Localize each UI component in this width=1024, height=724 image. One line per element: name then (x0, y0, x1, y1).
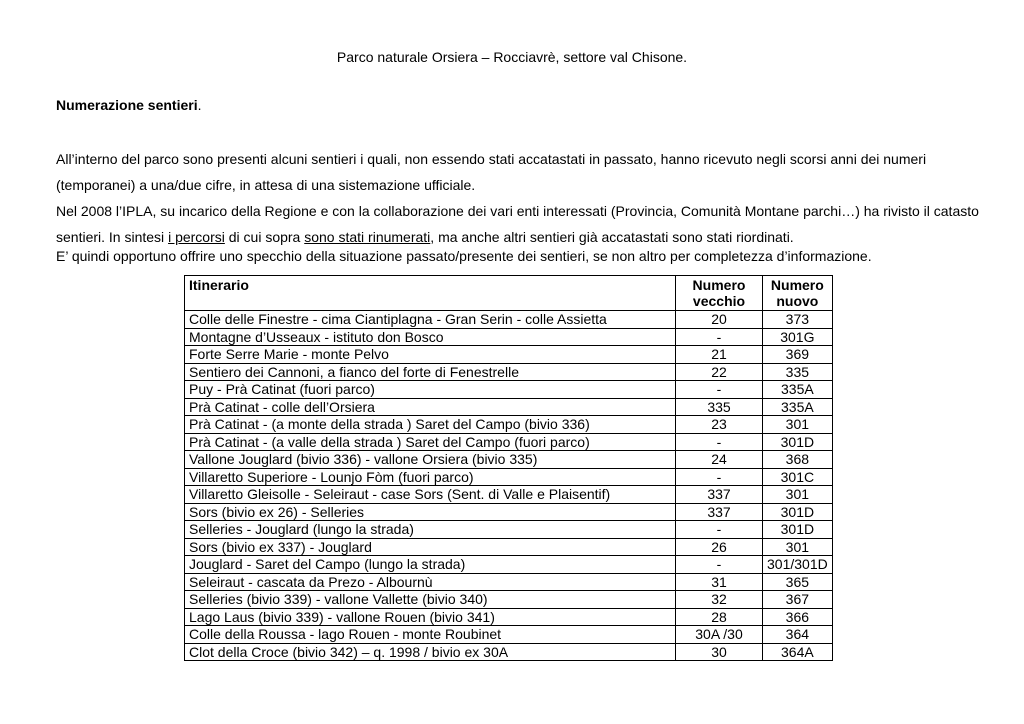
itinerary-cell: Sors (bivio ex 337) - Jouglard (185, 538, 676, 556)
table-row (185, 363, 833, 381)
header-new-line1: Numero (770, 277, 824, 293)
header-old-number (676, 276, 763, 311)
itinerary-cell: Villaretto Gleisolle - Seleiraut - case Sors (Sent. di Valle e Plaisentif) (185, 486, 676, 504)
new-number-cell: 373 (763, 311, 833, 329)
table-row (185, 643, 833, 661)
ipla-paragraph (56, 198, 986, 250)
itinerary-cell: Colle delle Finestre - cima Ciantiplagna - Gran Serin - colle Assietta (185, 311, 676, 329)
old-number-cell: 337 (676, 486, 763, 504)
section-heading (56, 97, 202, 114)
new-number-cell: 366 (763, 608, 833, 626)
ipla-text-2: di cui sopra (224, 229, 305, 245)
old-number-cell: - (676, 381, 763, 399)
old-number-cell: - (676, 521, 763, 539)
header-old-line2: vecchio (692, 293, 746, 309)
old-number-cell: 21 (676, 346, 763, 364)
new-number-cell: 301/301D (763, 556, 833, 574)
table-row (185, 573, 833, 591)
itinerary-cell: Prà Catinat - (a monte della strada ) Saret del Campo (bivio 336) (185, 416, 676, 434)
table-row (185, 591, 833, 609)
itinerary-cell: Sors (bivio ex 26) - Selleries (185, 503, 676, 521)
old-number-cell: 31 (676, 573, 763, 591)
summary-paragraph: E’ quindi opportuno offrire uno specchio della situazione passato/presente dei sentieri, se non altro per completezza d’informazione. (56, 248, 872, 264)
table-row (185, 398, 833, 416)
itinerary-cell: Lago Laus (bivio 339) - vallone Rouen (bivio 341) (185, 608, 676, 626)
header-old-line1: Numero (692, 277, 746, 293)
new-number-cell: 301D (763, 521, 833, 539)
old-number-cell: 30A /30 (676, 626, 763, 644)
new-number-cell: 301G (763, 328, 833, 346)
trail-numbering-table (184, 275, 833, 661)
old-number-cell: - (676, 468, 763, 486)
intro-paragraph: All’interno del parco sono presenti alcuni sentieri i quali, non essendo stati accatastati in passato, hanno ricevuto negli scorsi anni dei numeri (temporanei) a una/due cifre, in attesa di una sistemazione ufficiale. (56, 151, 927, 193)
itinerary-cell: Prà Catinat - colle dell’Orsiera (185, 398, 676, 416)
table-body (185, 311, 833, 661)
old-number-cell: 337 (676, 503, 763, 521)
ipla-text-3: , ma anche altri sentieri già accatastati sono stati riordinati. (430, 229, 794, 245)
new-number-cell: 301 (763, 486, 833, 504)
itinerary-cell: Villaretto Superiore - Lounjo Fòm (fuori parco) (185, 468, 676, 486)
new-number-cell: 365 (763, 573, 833, 591)
itinerary-cell: Sentiero dei Cannoni, a fianco del forte di Fenestrelle (185, 363, 676, 381)
table-row (185, 486, 833, 504)
old-number-cell: - (676, 556, 763, 574)
header-new-number (763, 276, 833, 311)
itinerary-cell: Jouglard - Saret del Campo (lungo la strada) (185, 556, 676, 574)
table-row (185, 521, 833, 539)
old-number-cell: - (676, 433, 763, 451)
table-row (185, 311, 833, 329)
ipla-underline-1: i percorsi (168, 229, 225, 245)
header-new-line2: nuovo (776, 293, 819, 309)
new-number-cell: 368 (763, 451, 833, 469)
itinerary-cell: Puy - Prà Catinat (fuori parco) (185, 381, 676, 399)
itinerary-cell: Vallone Jouglard (bivio 336) - vallone Orsiera (bivio 335) (185, 451, 676, 469)
itinerary-cell: Montagne d’Usseaux - istituto don Bosco (185, 328, 676, 346)
new-number-cell: 301 (763, 538, 833, 556)
new-number-cell: 364A (763, 643, 833, 661)
old-number-cell: 23 (676, 416, 763, 434)
ipla-underline-2: sono stati rinumerati (304, 229, 431, 245)
table-row (185, 433, 833, 451)
itinerary-cell: Colle della Roussa - lago Rouen - monte Roubinet (185, 626, 676, 644)
ipla-text-1: Nel 2008 l’IPLA, su incarico della Regione e con la collaborazione dei vari enti interessati (Provincia, Comunità Montane parchi…) ha rivisto il catasto sentieri. In sintesi (56, 203, 979, 245)
table-row (185, 608, 833, 626)
table-row (185, 538, 833, 556)
new-number-cell: 335A (763, 398, 833, 416)
table-row (185, 381, 833, 399)
old-number-cell: 20 (676, 311, 763, 329)
table-row (185, 328, 833, 346)
old-number-cell: 335 (676, 398, 763, 416)
new-number-cell: 335A (763, 381, 833, 399)
new-number-cell: 364 (763, 626, 833, 644)
table-row (185, 416, 833, 434)
table-row (185, 346, 833, 364)
table-row (185, 451, 833, 469)
document-title: Parco naturale Orsiera – Rocciavrè, settore val Chisone. (336, 49, 688, 65)
table-header-row (185, 276, 833, 311)
new-number-cell: 301D (763, 433, 833, 451)
header-itinerary: Itinerario (185, 276, 676, 311)
table-row (185, 468, 833, 486)
itinerary-cell: Forte Serre Marie - monte Pelvo (185, 346, 676, 364)
old-number-cell: 22 (676, 363, 763, 381)
old-number-cell: - (676, 328, 763, 346)
old-number-cell: 24 (676, 451, 763, 469)
table-row (185, 556, 833, 574)
old-number-cell: 30 (676, 643, 763, 661)
new-number-cell: 369 (763, 346, 833, 364)
table-row (185, 503, 833, 521)
old-number-cell: 32 (676, 591, 763, 609)
itinerary-cell: Seleiraut - cascata da Prezo - Albournù (185, 573, 676, 591)
section-heading-text: Numerazione sentieri (56, 97, 198, 113)
new-number-cell: 301D (763, 503, 833, 521)
new-number-cell: 367 (763, 591, 833, 609)
table-row (185, 626, 833, 644)
new-number-cell: 301C (763, 468, 833, 486)
old-number-cell: 26 (676, 538, 763, 556)
section-heading-punct: . (197, 97, 202, 113)
itinerary-cell: Selleries (bivio 339) - vallone Vallette (bivio 340) (185, 591, 676, 609)
new-number-cell: 301 (763, 416, 833, 434)
old-number-cell: 28 (676, 608, 763, 626)
new-number-cell: 335 (763, 363, 833, 381)
itinerary-cell: Selleries - Jouglard (lungo la strada) (185, 521, 676, 539)
itinerary-cell: Prà Catinat - (a valle della strada ) Saret del Campo (fuori parco) (185, 433, 676, 451)
itinerary-cell: Clot della Croce (bivio 342) – q. 1998 / bivio ex 30A (185, 643, 676, 661)
